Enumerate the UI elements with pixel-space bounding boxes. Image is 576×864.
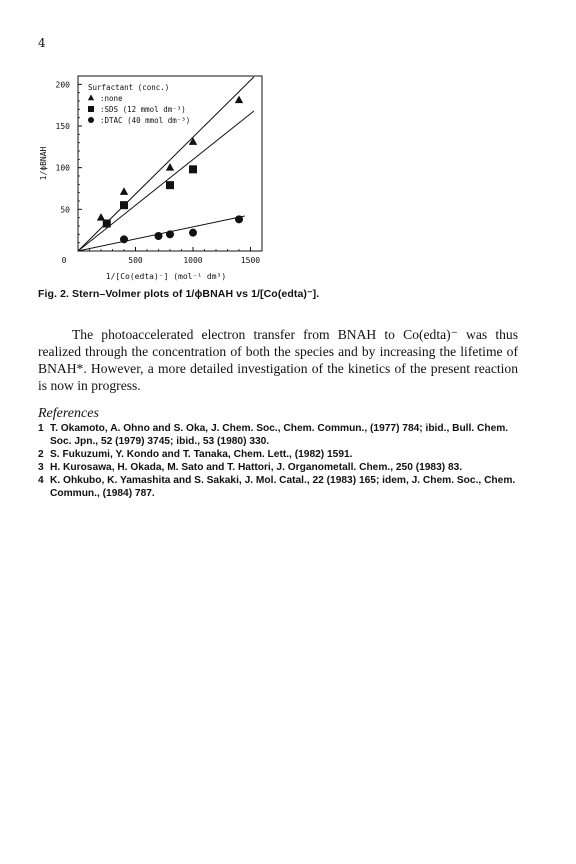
data-point — [235, 215, 243, 223]
x-tick-label: 0 — [61, 256, 67, 265]
data-point — [189, 165, 197, 173]
data-point — [155, 232, 163, 240]
data-point — [120, 201, 128, 209]
data-point — [189, 137, 197, 145]
stern-volmer-figure — [30, 66, 280, 286]
legend-marker — [88, 117, 94, 123]
reference-number: 3 — [38, 462, 44, 473]
reference-number: 1 — [38, 423, 44, 434]
legend-entry: :none — [100, 94, 123, 103]
reference-item — [38, 448, 523, 461]
body-paragraph: The photoaccelerated electron transfer from BNAH to Co(edta)⁻ was thus realized through the concentration of both the species and by increasing the lifetime of BNAH*. However, a more detailed investigation of the kinetics of the present reaction is now in progress. — [38, 327, 518, 393]
page-number: 4 — [38, 36, 46, 50]
legend-marker — [88, 95, 94, 101]
legend-entry: :SDS (12 mmol dm⁻³) — [100, 105, 186, 114]
y-tick-label: 100 — [55, 163, 70, 173]
y-tick-label: 50 — [60, 205, 70, 215]
reference-number: 4 — [38, 475, 44, 486]
reference-item — [38, 474, 523, 500]
x-axis-label: 1/[Co(edta)⁻] (mol⁻¹ dm³) — [105, 272, 227, 281]
reference-number: 2 — [38, 449, 44, 460]
legend-marker — [88, 106, 94, 112]
reference-text: H. Kurosawa, H. Okada, M. Sato and T. Hattori, J. Organometall. Chem., 250 (1983) 83. — [50, 462, 463, 473]
x-tick-label: 500 — [128, 256, 143, 265]
y-tick-label: 200 — [55, 80, 70, 90]
fit-line — [78, 111, 254, 251]
data-point — [235, 96, 243, 104]
y-tick-label: 150 — [55, 122, 70, 131]
x-tick-label: 1000 — [183, 256, 203, 265]
body-text — [38, 326, 518, 394]
data-point — [166, 181, 174, 189]
references-heading: References — [38, 406, 99, 421]
x-tick-label: 1500 — [240, 256, 261, 265]
legend-entry: :DTAC (40 mmol dm⁻³) — [100, 116, 191, 125]
data-point — [103, 220, 111, 228]
figure-caption: Fig. 2. Stern–Volmer plots of 1/ϕBNAH vs 1/[Co(edta)⁻]. — [38, 288, 320, 300]
stern-volmer-chart — [30, 66, 280, 286]
data-point — [166, 163, 174, 171]
references-list — [38, 422, 523, 500]
reference-item — [38, 422, 523, 448]
data-point — [120, 187, 128, 195]
data-point — [120, 235, 128, 243]
reference-text: T. Okamoto, A. Ohno and S. Oka, J. Chem. Soc., Chem. Commun., (1977) 784; ibid., Bull. Chem. Soc. Jpn., 52 (1979) 3745; ibid., 53 (1980) 330. — [50, 423, 509, 447]
legend-title: Surfactant (conc.) — [88, 83, 170, 92]
data-point — [166, 230, 174, 238]
reference-text: K. Ohkubo, K. Yamashita and S. Sakaki, J. Mol. Catal., 22 (1983) 165; idem, J. Chem. Soc., Chem. Commun., (1984) 787. — [50, 475, 516, 499]
y-axis-label: 1/ϕBNAH — [39, 146, 48, 181]
reference-text: S. Fukuzumi, Y. Kondo and T. Tanaka, Chem. Lett., (1982) 1591. — [50, 449, 353, 460]
reference-item — [38, 461, 523, 474]
data-point — [189, 229, 197, 237]
